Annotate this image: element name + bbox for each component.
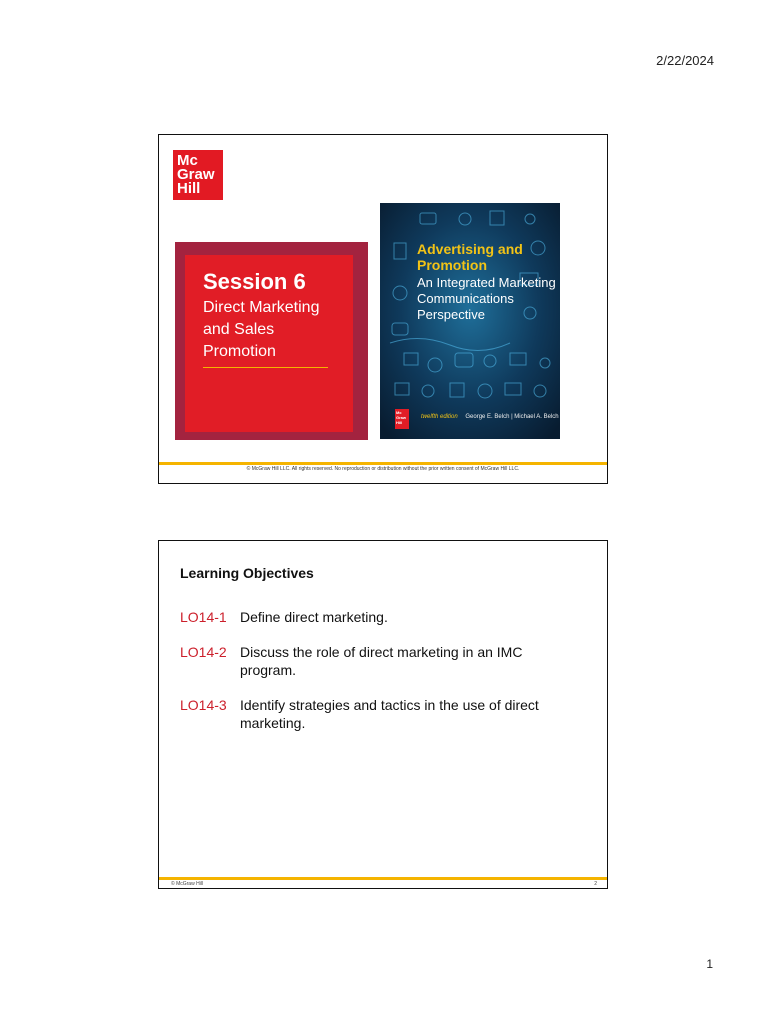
objective-code: LO14-1 xyxy=(180,609,227,625)
page-number: 1 xyxy=(706,957,713,971)
book-authors-line xyxy=(421,414,559,420)
book-subtitle: An Integrated Marketing Communications Perspective xyxy=(417,275,556,322)
slide-title-text: Learning Objectives xyxy=(180,565,314,581)
objective-text: Discuss the role of direct marketing in an IMC program. xyxy=(240,644,523,678)
session-title: Session 6 xyxy=(203,269,306,294)
slide-title xyxy=(158,134,608,484)
objective-item xyxy=(180,608,580,626)
objective-item xyxy=(180,643,580,679)
logo-line: Hill xyxy=(177,180,201,197)
slide-footer-bar xyxy=(159,462,607,465)
slide-learning-objectives xyxy=(158,540,608,889)
objectives-list xyxy=(180,608,580,749)
objective-text: Define direct marketing. xyxy=(240,609,388,625)
objective-code: LO14-3 xyxy=(180,697,227,713)
slide-footer-bar xyxy=(159,877,607,880)
copyright-notice: © McGraw Hill LLC. All rights reserved. No reproduction or distribution without the prior written consent of McGraw Hill LLC. xyxy=(246,466,520,472)
slide-number: 2 xyxy=(594,881,597,887)
logo-line: Graw xyxy=(177,166,215,183)
objective-code: LO14-2 xyxy=(180,644,227,660)
footer-copyright: © McGraw Hill xyxy=(171,881,204,887)
objective-text: Identify strategies and tactics in the use of direct marketing. xyxy=(240,697,539,731)
session-box xyxy=(185,255,353,432)
objective-item xyxy=(180,696,580,732)
session-subtitle: Direct Marketing and Sales Promotion xyxy=(203,299,320,360)
book-logo-line: Mc xyxy=(396,410,402,415)
book-edition: twelfth edition xyxy=(421,414,458,420)
book-logo-line: Hill xyxy=(396,420,403,425)
mcgraw-hill-logo xyxy=(173,150,223,200)
book-publisher-logo xyxy=(395,409,409,429)
book-logo-line: Graw xyxy=(396,415,407,420)
book-title: Advertising and Promotion xyxy=(417,241,523,273)
session-box-outer xyxy=(175,242,368,440)
book-cover xyxy=(380,203,560,439)
session-underline xyxy=(203,367,328,368)
book-authors: George E. Belch | Michael A. Belch xyxy=(465,414,559,420)
logo-line: Mc xyxy=(177,152,198,169)
header-date: 2/22/2024 xyxy=(656,53,714,68)
